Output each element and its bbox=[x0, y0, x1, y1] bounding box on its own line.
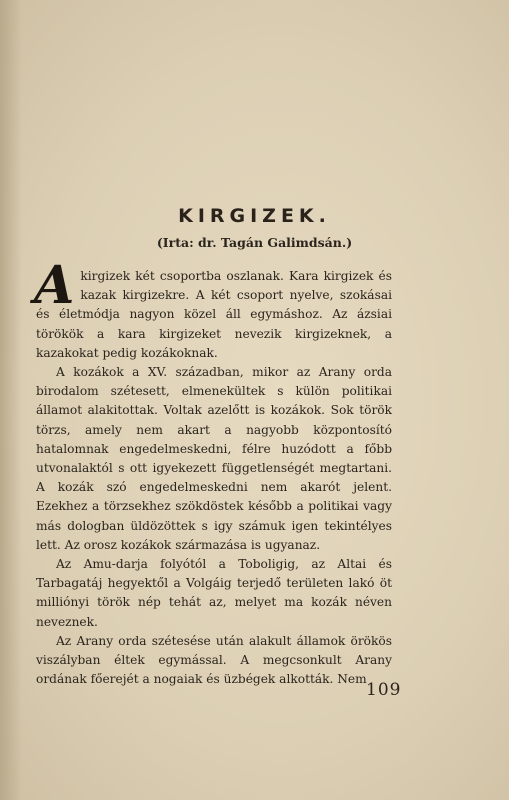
author-byline: (Irta: dr. Tagán Galimdsán.) bbox=[156, 235, 353, 250]
paragraph-2: A kozákok a XV. században, mikor az Arany orda birodalom szétesett, elmenekültek s külön politikai államot alakitottak. Voltak azelőtt is kozákok. Sok török törzs, amely nem akart a nagyobb központosító hatalomnak engedelmeskedni, félre huzódott a főbb utvonalaktól s ott igyekezett függetlenségét megtartani. A kozák szó engedelmeskedni nem akarót jelent. Ezekhez a törzsekhez szökdöstek később a politikai vagy más dologban üldözöttek s igy számuk igen tekintélyes lett. Az orosz kozákok származása is ugyanaz. bbox=[36, 365, 392, 552]
drop-cap: A bbox=[34, 255, 75, 316]
page-spine-shadow bbox=[0, 0, 22, 800]
paragraph-1-text: kirgizek két csoportba oszlanak. Kara kirgizek és kazak kirgizekre. A két csoport nyelve, szokásai és életmódja nagyon közel áll egymáshoz. Az ázsiai törökök a kara kirgizeket nevezik kirgizeknek, a kazakokat pedig kozákoknak. bbox=[36, 269, 392, 360]
paragraph-1 bbox=[34, 255, 392, 363]
paragraph-4: Az Arany orda szétesése után alakult államok örökös viszályban éltek egymással. A megcsonkult Arany ordának főerejét a nogaiak és üzbégek alkották. Nem bbox=[36, 633, 392, 687]
paragraph-3: Az Amu-darja folyótól a Toboligig, az Altai és Tarbagatáj hegyektől a Volgáig terjedő területen lakó öt milliónyi török nép tehát az, melyet ma kozák néven neveznek. bbox=[36, 557, 392, 629]
page-number: 109 bbox=[366, 680, 402, 700]
chapter-title: KIRGIZEK. bbox=[178, 205, 331, 227]
body-text bbox=[34, 255, 392, 689]
